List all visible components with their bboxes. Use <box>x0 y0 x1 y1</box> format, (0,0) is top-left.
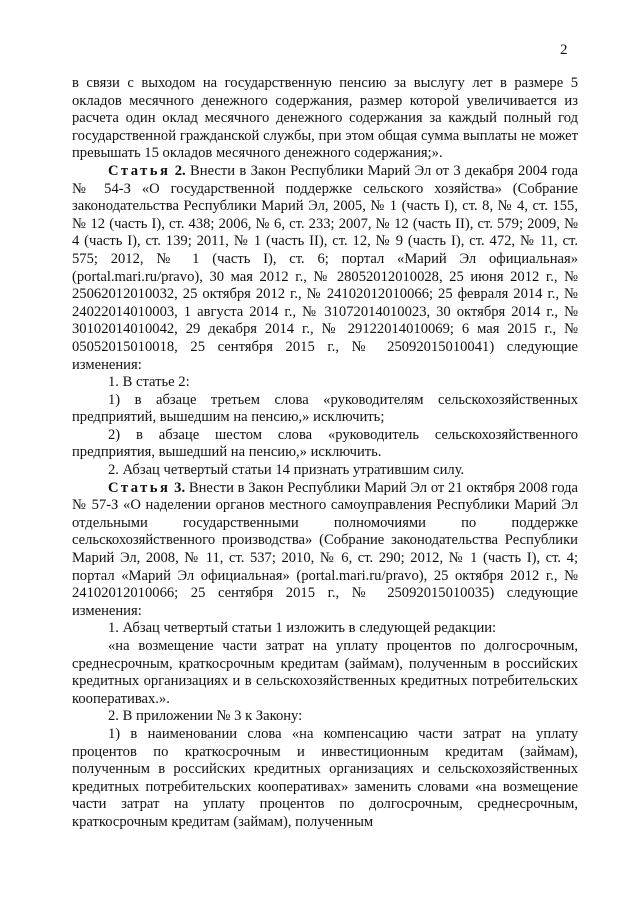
article-text: Внести в Закон Республики Марий Эл от 21 октября 2008 года № 57-З «О наделении органов местного самоуправления Республики Марий Эл отдельными государственными полномочиями по поддержке сельскохозяйственного производства» (Собрание законодательства Республики Марий Эл, 2008, № 11, ст. 537; 2010, № 6, ст. 290; 2012, № 1 (часть I), ст. 4; портал «Марий Эл официальная» (portal.mari.ru/pravo), 25 октября 2012 г., № 24102012010066; 25 сентября 2015 г., № 25092015010035) следующие изменения: <box>72 479 578 619</box>
paragraph: 2. Абзац четвертый статьи 14 признать утратившим силу. <box>108 462 465 479</box>
article-3-paragraph <box>72 480 578 621</box>
article-text: Внести в Закон Республики Марий Эл от 3 декабря 2004 года № 54-З «О государственной поддержке сельского хозяйства» (Собрание законодательства Республики Марий Эл, 2005, № 1 (часть I), ст. 8, № 4, ст. 155, № 12 (часть I), ст. 438; 2006, № 6, ст. 233; 2007, № 12 (часть II), ст. 579; 2009, № 4 (часть I), ст. 139; 2011, № 1 (часть II), ст. 12, № 9 (часть I), ст. 472, № 11, ст. 575; 2012, № 1 (часть I), ст. 6; портал «Марий Эл официальная» (portal.mari.ru/pravo), 30 мая 2012 г., № 28052012010028, 25 июня 2012 г., № 25062012010032, 25 октября 2012 г., № 24102012010066; 25 февраля 2014 г., № 24022014010003, 1 августа 2014 г., № 31072014010023, 30 октября 2014 г., № 30102014010042, 29 декабря 2014 г., № 29122014010069; 6 мая 2015 г., № 05052015010018, 25 сентября 2015 г., № 25092015010041) следующие изменения: <box>72 162 578 373</box>
paragraph: в связи с выходом на государственную пенсию за выслугу лет в размере 5 окладов месячного денежного содержания, размер которой увеличивается из расчета один оклад месячного денежного содержания за каждый полный год государственной гражданской службы, при этом общая сумма выплаты не может превышать 15 окладов месячного денежного содержания;». <box>72 75 578 162</box>
paragraph: «на возмещение части затрат на уплату процентов по долгосрочным, среднесрочным, краткосрочным кредитам (займам), полученным в российских кредитных организациях и в сельскохозяйственных кредитных потребительских кооперативах.». <box>72 638 578 707</box>
article-2-paragraph <box>72 163 578 374</box>
page-number: 2 <box>560 42 568 58</box>
paragraph: 2) в абзаце шестом слова «руководитель сельскохозяйственного предприятия, вышедший на пенсию,» исключить. <box>72 426 578 461</box>
paragraph: 1. Абзац четвертый статьи 1 изложить в следующей редакции: <box>108 620 497 637</box>
article-heading-number: 3. <box>174 479 186 496</box>
paragraph: 1) в наименовании слова «на компенсацию части затрат на уплату процентов по краткосрочным и инвестиционным кредитам (займам), полученным в российских кредитных организациях и сельскохозяйственных кредитных потребительских кооперативах» заменить словами «на возмещение части затрат на уплату процентов по долгосрочным, среднесрочным, краткосрочным кредитам (займам), полученным <box>72 725 578 830</box>
document-body <box>72 75 578 832</box>
paragraph: 2. В приложении № 3 к Закону: <box>108 708 303 725</box>
paragraph: 1. В статье 2: <box>108 374 190 391</box>
article-heading-word: Статья <box>108 479 171 496</box>
article-heading-word: Статья <box>108 162 171 179</box>
article-heading-number: 2. <box>174 162 186 179</box>
paragraph: 1) в абзаце третьем слова «руководителям сельскохозяйственных предприятий, вышедшим на пенсию,» исключить; <box>72 391 578 426</box>
